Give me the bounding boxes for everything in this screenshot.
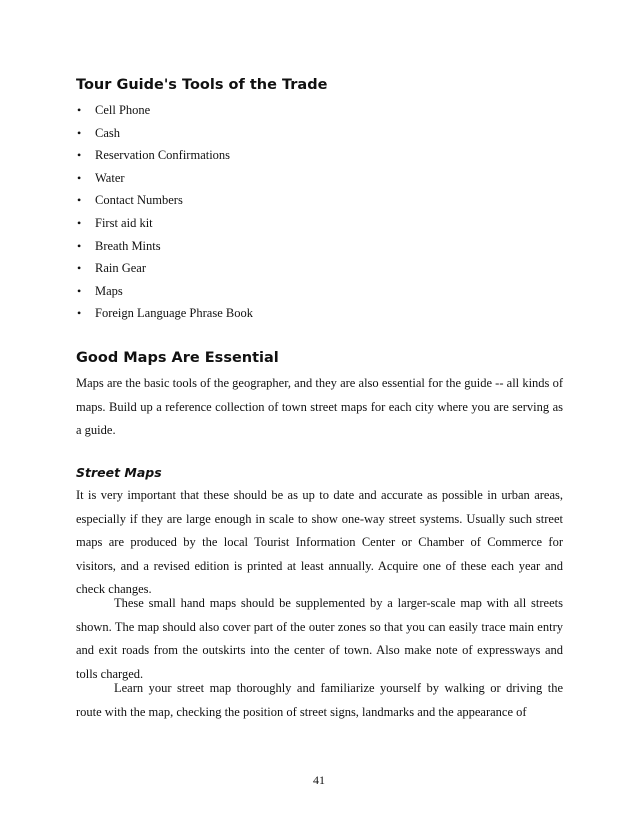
- maps-heading: Good Maps Are Essential: [76, 350, 279, 366]
- list-item: [76, 212, 563, 235]
- list-item: [76, 280, 563, 303]
- list-item: [76, 189, 563, 212]
- list-item-label: Contact Numbers: [95, 193, 183, 208]
- bullet-icon: •: [77, 125, 82, 140]
- tools-heading: Tour Guide's Tools of the Trade: [76, 77, 328, 93]
- bullet-icon: •: [77, 283, 82, 298]
- list-item-label: Maps: [95, 283, 123, 298]
- list-item-label: Reservation Confirmations: [95, 148, 231, 163]
- list-item-label: Cell Phone: [95, 103, 151, 117]
- bullet-icon: •: [77, 170, 82, 185]
- list-item: [76, 257, 563, 280]
- bullet-icon: •: [77, 306, 82, 321]
- bullet-icon: •: [77, 148, 82, 163]
- list-item-label: Foreign Language Phrase Book: [95, 306, 253, 321]
- list-item: [76, 235, 563, 258]
- bullet-icon: •: [77, 238, 82, 253]
- list-item-label: Water: [95, 170, 125, 185]
- list-item-label: Breath Mints: [95, 238, 161, 253]
- page-number: 41: [313, 773, 325, 787]
- bullet-icon: •: [77, 193, 82, 208]
- list-item-label: Cash: [95, 125, 120, 140]
- street-maps-paragraph-3: Learn your street map thoroughly and familiarize yourself by walking or driving the route with the map, checking the position of street signs, landmarks and the appearance of: [76, 681, 563, 719]
- list-item-label: First aid kit: [95, 215, 153, 230]
- list-item-label: Rain Gear: [95, 261, 147, 276]
- list-item: [76, 122, 563, 145]
- street-maps-paragraph-2: These small hand maps should be supplemented by a larger-scale map with all streets shown. The map should also cover part of the outer zones so that you can easily trace main entry and exit roads from the outskirts into the center of town. Also make note of expressways and tolls charged.: [76, 596, 563, 681]
- bullet-icon: •: [77, 103, 82, 117]
- list-item: [76, 167, 563, 190]
- bullet-icon: •: [77, 215, 82, 230]
- tools-list: [76, 99, 563, 325]
- list-item: [76, 144, 563, 167]
- bullet-icon: •: [77, 261, 82, 276]
- street-maps-paragraph-1: It is very important that these should be as up to date and accurate as possible in urban areas, especially if they are large enough in scale to show one-way street systems. Usually such street maps are produced by the local Tourist Information Center or Chamber of Commerce for visitors, and a revised edition is printed at least annually. Acquire one of these each year and check changes.: [76, 488, 563, 597]
- maps-paragraph: Maps are the basic tools of the geographer, and they are also essential for the guide -- all kinds of maps. Build up a reference collection of town street maps for each city where you are serving as a guide.: [76, 376, 563, 438]
- list-item: [76, 302, 563, 325]
- list-item: [76, 99, 563, 122]
- street-maps-heading: Street Maps: [76, 465, 162, 480]
